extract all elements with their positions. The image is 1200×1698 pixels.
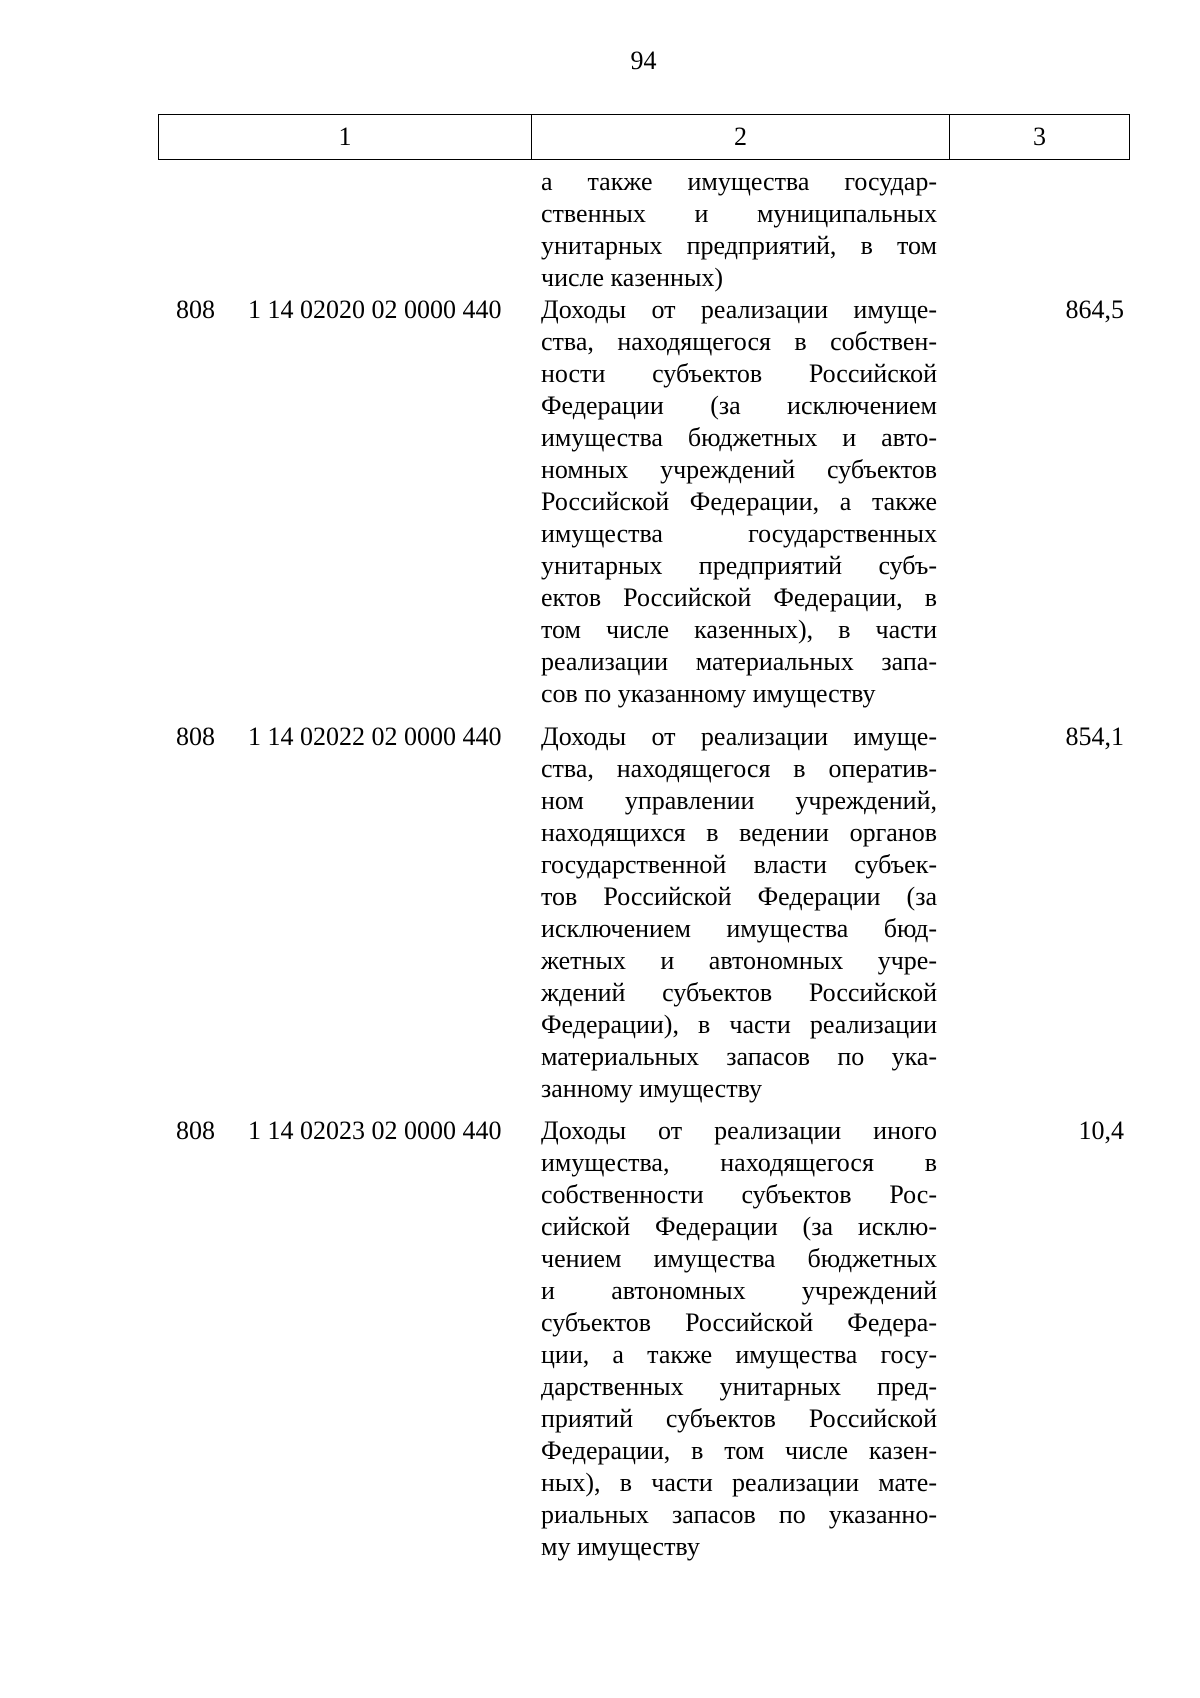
table-header	[158, 114, 1130, 160]
description-line: числе казенных)	[541, 263, 724, 292]
description-line: ектов Российской Федерации, в	[541, 583, 937, 612]
description-line: занному имуществу	[541, 1074, 762, 1103]
description-line: приятий субъектов Российской	[541, 1404, 937, 1433]
description-line: Доходы от реализации имуще-	[541, 295, 937, 324]
amount-value: 864,5	[1065, 295, 1124, 324]
income-description	[541, 294, 937, 710]
description-line: а также имущества государ-	[541, 167, 937, 196]
description-line: имущества, находящегося в	[541, 1148, 937, 1177]
description-line: субъектов Российской Федера-	[541, 1308, 937, 1337]
description-line: жетных и автономных учре-	[541, 946, 937, 975]
income-code: 1 14 02023 02 0000 440	[248, 1116, 502, 1145]
description-line: Федерации, в том числе казен-	[541, 1436, 937, 1465]
page-number: 94	[630, 46, 657, 75]
description-line: Федерации), в части реализации	[541, 1010, 937, 1039]
description-line: ции, а также имущества госу-	[541, 1340, 937, 1369]
description-line: тов Российской Федерации (за	[541, 882, 937, 911]
description-line: и автономных учреждений	[541, 1276, 937, 1305]
income-code: 1 14 02022 02 0000 440	[248, 722, 502, 751]
description-line: ственных и муниципальных	[541, 199, 937, 228]
amount-value: 854,1	[1065, 722, 1124, 751]
description-line: имущества государственных	[541, 519, 937, 548]
description-line: ждений субъектов Российской	[541, 978, 937, 1007]
description-line: государственной власти субъек-	[541, 850, 937, 879]
description-line: ности субъектов Российской	[541, 359, 937, 388]
description-line: ства, находящегося в оператив-	[541, 754, 937, 783]
description-line: сийской Федерации (за исклю-	[541, 1212, 937, 1241]
continued-description	[541, 166, 937, 294]
admin-code: 808	[176, 722, 215, 751]
description-line: том числе казенных), в части	[541, 615, 937, 644]
description-line: Доходы от реализации имуще-	[541, 722, 937, 751]
admin-code: 808	[176, 1116, 215, 1145]
description-line: Федерации (за исключением	[541, 391, 937, 420]
column-header-1: 1	[159, 115, 532, 159]
description-line: ных), в части реализации мате-	[541, 1468, 937, 1497]
description-line: находящихся в ведении органов	[541, 818, 937, 847]
income-description	[541, 721, 937, 1105]
description-line: риальных запасов по указанно-	[541, 1500, 937, 1529]
description-line: ном управлении учреждений,	[541, 786, 937, 815]
description-line: унитарных предприятий субъ-	[541, 551, 937, 580]
description-line: номных учреждений субъектов	[541, 455, 937, 484]
income-description	[541, 1115, 937, 1563]
description-line: материальных запасов по ука-	[541, 1042, 937, 1071]
description-line: собственности субъектов Рос-	[541, 1180, 937, 1209]
description-line: сов по указанному имуществу	[541, 679, 876, 708]
description-line: дарственных унитарных пред-	[541, 1372, 937, 1401]
description-line: реализации материальных запа-	[541, 647, 937, 676]
description-line: ства, находящегося в собствен-	[541, 327, 937, 356]
description-line: Российской Федерации, а также	[541, 487, 937, 516]
description-line: Доходы от реализации иного	[541, 1116, 937, 1145]
description-line: исключением имущества бюд-	[541, 914, 937, 943]
description-line: имущества бюджетных и авто-	[541, 423, 937, 452]
admin-code: 808	[176, 295, 215, 324]
column-header-2: 2	[532, 115, 950, 159]
column-header-3: 3	[1033, 122, 1046, 151]
amount-value: 10,4	[1078, 1116, 1124, 1145]
income-code: 1 14 02020 02 0000 440	[248, 295, 502, 324]
description-line: му имуществу	[541, 1532, 700, 1561]
description-line: унитарных предприятий, в том	[541, 231, 937, 260]
description-line: чением имущества бюджетных	[541, 1244, 937, 1273]
